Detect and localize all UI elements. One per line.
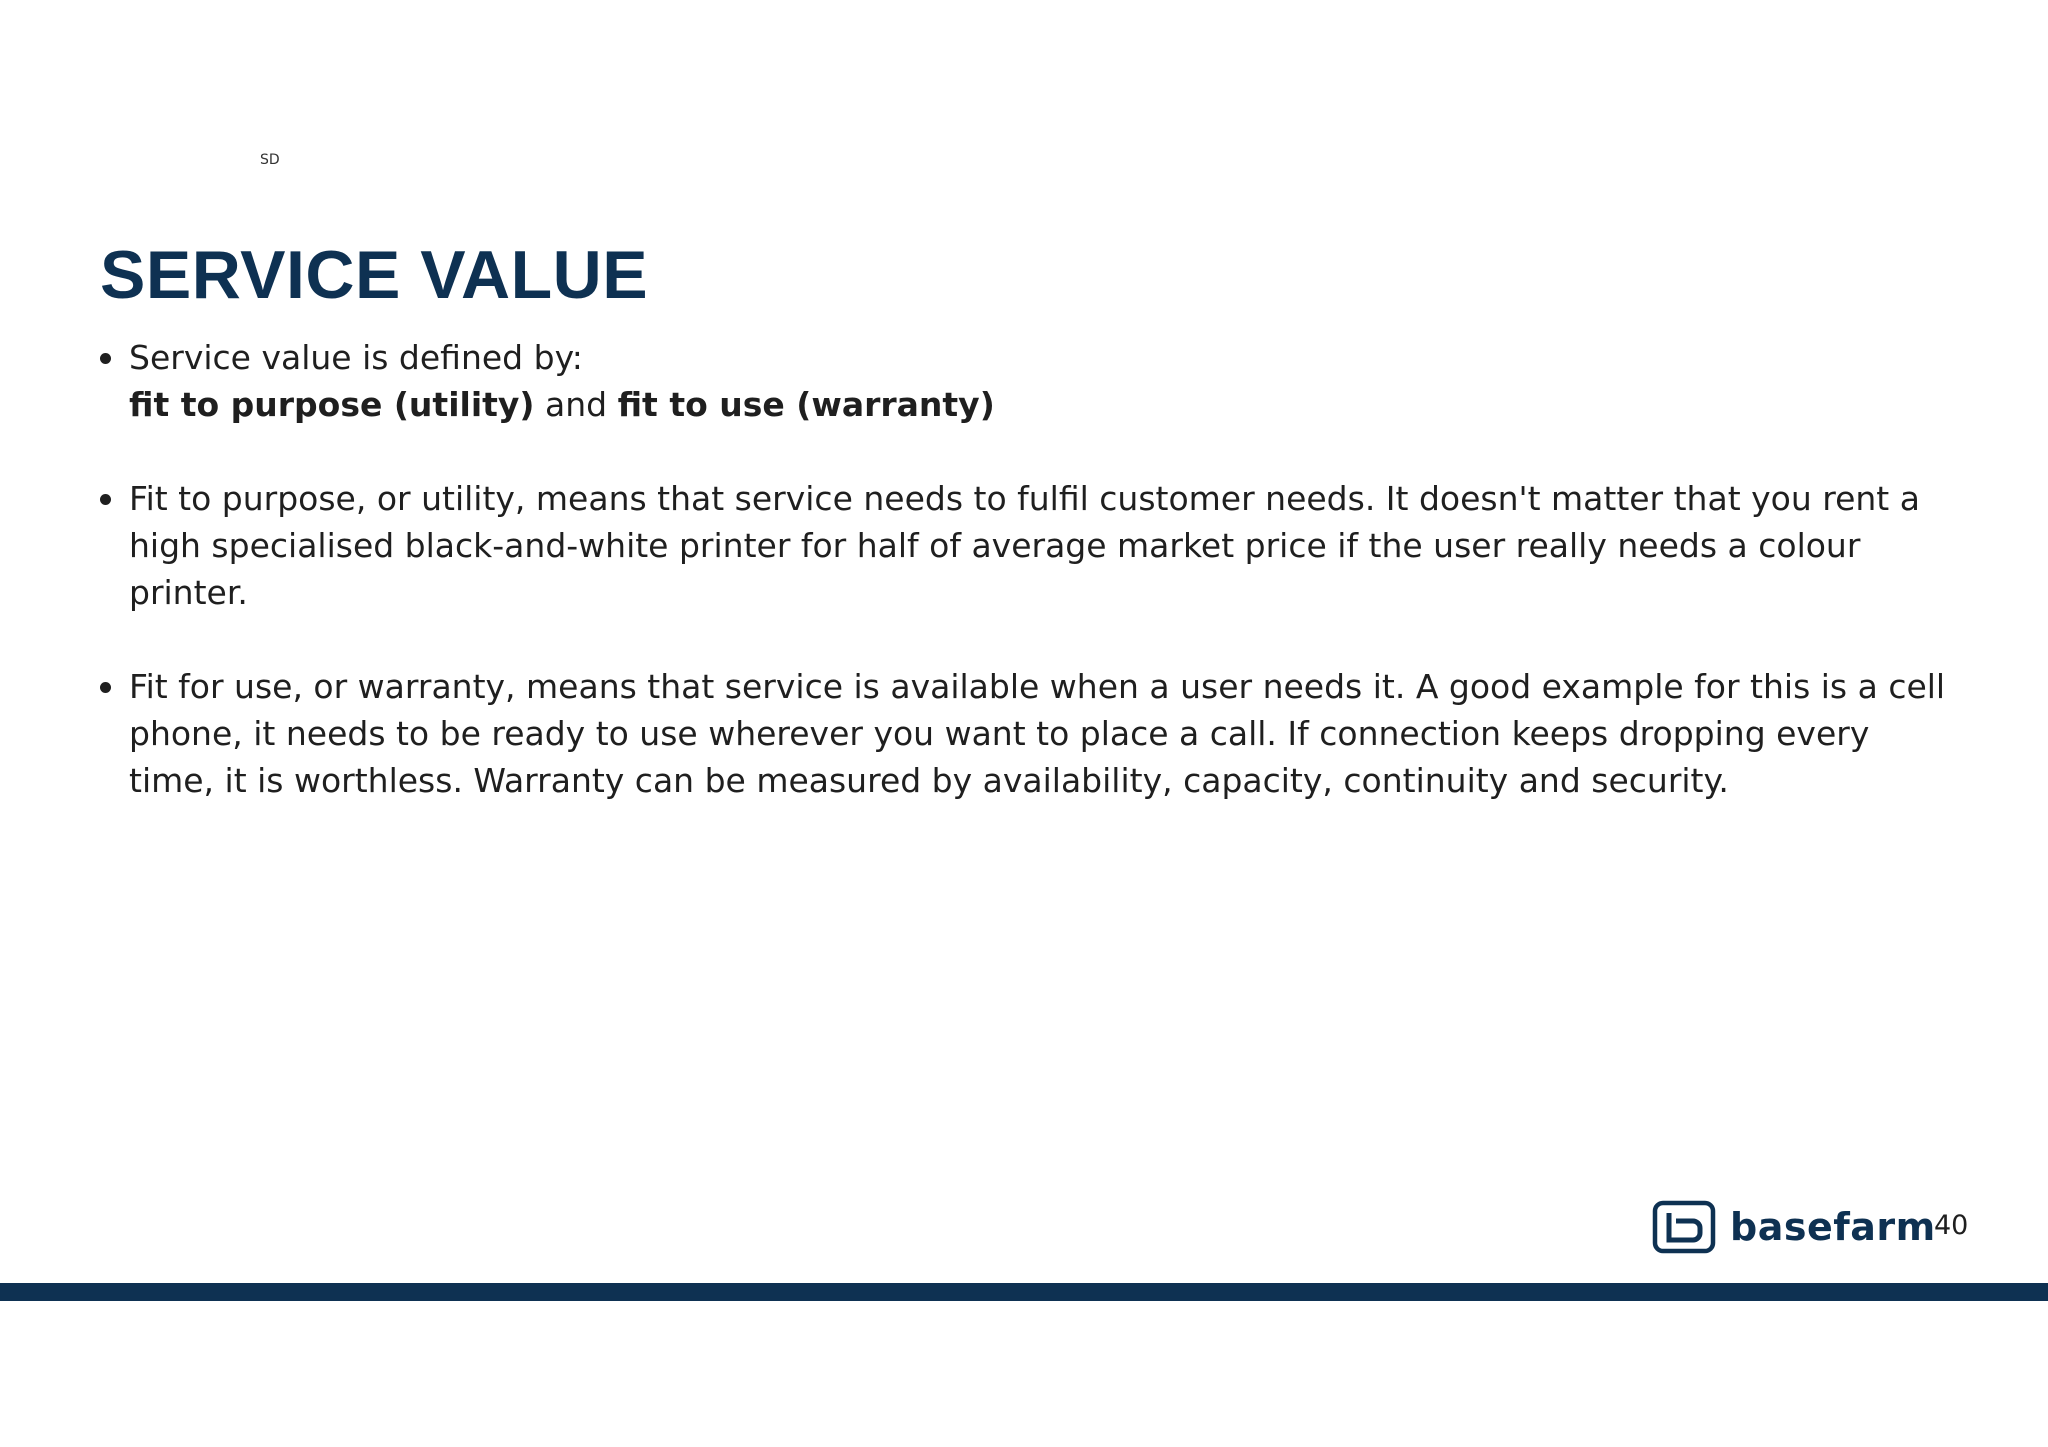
bullet-text: Service value is defined by: <box>129 338 583 377</box>
basefarm-logo-icon <box>1652 1200 1716 1254</box>
bullet-text: Fit to purpose, or utility, means that service needs to fulfil customer needs. It doesn't matter that you rent a high specialised black-and-white printer for half of average market price if the user really needs a colour printer. <box>129 479 1920 612</box>
footer-bar <box>0 1283 2048 1301</box>
logo-text: basefarm <box>1730 1205 1936 1249</box>
bullet-bold-text: fit to use (warranty) <box>617 385 995 424</box>
bullet-bold-text: fit to purpose (utility) <box>129 385 535 424</box>
slide-title: SERVICE VALUE <box>100 237 649 313</box>
bullet-item <box>100 663 1960 804</box>
bullet-text: Fit for use, or warranty, means that service is available when a user needs it. A good example for this is a cell phone, it needs to be ready to use wherever you want to place a call. If connection keeps dropping every time, it is worthless. Warranty can be measured by availability, capacity, continuity and security. <box>129 667 1946 800</box>
bullet-list <box>100 334 1960 851</box>
bullet-item <box>100 334 1960 428</box>
bullet-joiner-text: and <box>534 385 618 424</box>
slide-tag: SD <box>260 152 280 168</box>
bullet-dot <box>100 682 111 693</box>
page-number: 40 <box>1934 1210 1969 1241</box>
basefarm-logo <box>1652 1200 1936 1254</box>
bullet-dot <box>100 494 111 505</box>
bullet-item <box>100 475 1960 616</box>
bullet-dot <box>100 353 111 364</box>
